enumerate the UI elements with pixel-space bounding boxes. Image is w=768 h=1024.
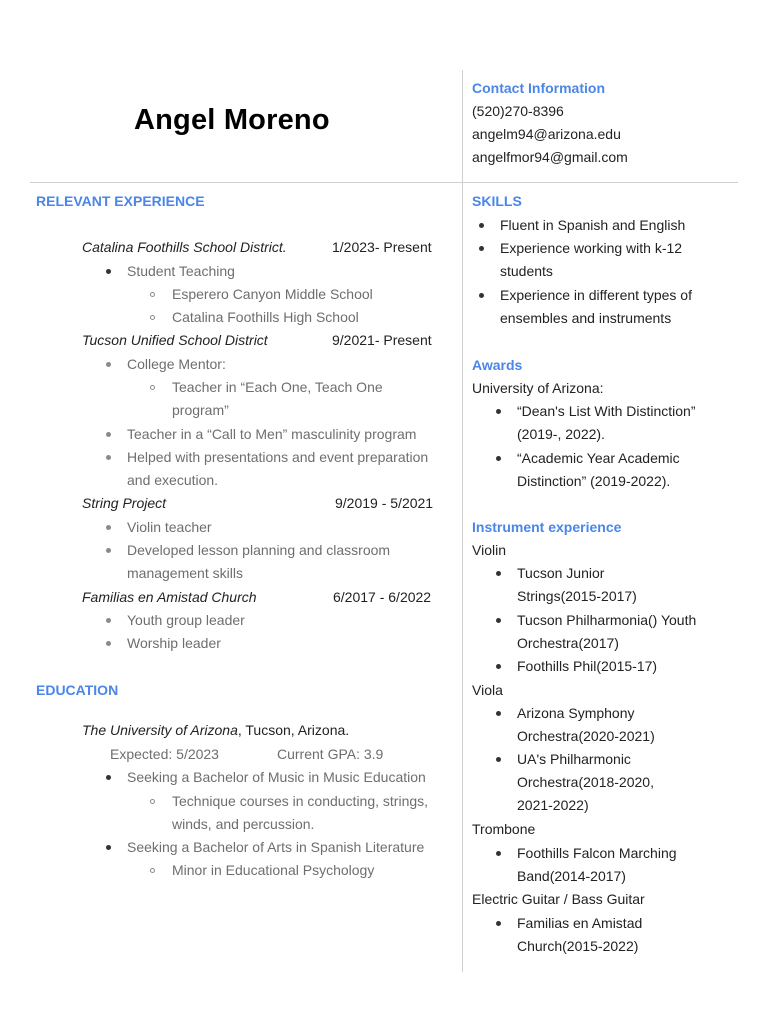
bullet-icon [106, 548, 111, 553]
instrument-name: Trombone [472, 821, 536, 837]
job-item: Violin teacher [127, 519, 212, 535]
circle-bullet-icon [150, 292, 155, 297]
contact-email-university[interactable]: angelm94@arizona.edu [472, 126, 621, 142]
job-dates: 9/2019 - 5/2021 [335, 495, 434, 511]
column-divider [462, 70, 463, 972]
job-item-cont: and execution. [127, 472, 219, 488]
job-item: College Mentor: [127, 356, 226, 372]
award-item-cont: (2019-, 2022). [517, 426, 605, 442]
experience-heading: RELEVANT EXPERIENCE [36, 193, 205, 209]
job-subitem: Catalina Foothills High School [172, 309, 359, 325]
contact-email-personal[interactable]: angelfmor94@gmail.com [472, 149, 628, 165]
education-school-line [82, 719, 349, 742]
instrument-item-cont: Orchestra(2020-2021) [517, 728, 655, 744]
job-org: Catalina Foothills School District. [82, 239, 287, 255]
instrument-item-cont: Orchestra(2018-2020, [517, 774, 654, 790]
bullet-icon [496, 711, 501, 716]
job-item: Student Teaching [127, 263, 235, 279]
resume-name: Angel Moreno [134, 104, 330, 136]
skill-item-cont: ensembles and instruments [500, 310, 672, 326]
instrument-item: Foothills Phil(2015-17) [517, 658, 658, 674]
job-org: Familias en Amistad Church [82, 589, 257, 605]
skill-item: Experience working with k-12 [500, 240, 683, 256]
bullet-icon [496, 851, 501, 856]
job-item: Helped with presentations and event preparation [127, 449, 429, 465]
job-subitem: Esperero Canyon Middle School [172, 286, 373, 302]
bullet-icon [106, 432, 111, 437]
skill-item: Fluent in Spanish and English [500, 217, 686, 233]
degree-subitem: Technique courses in conducting, strings, [172, 793, 429, 809]
circle-bullet-icon [150, 315, 155, 320]
bullet-icon [496, 757, 501, 762]
bullet-icon [479, 246, 484, 251]
instrument-item-cont: Strings(2015-2017) [517, 588, 637, 604]
job-item: Teacher in a “Call to Men” masculinity program [127, 426, 417, 442]
instrument-item-cont: 2021-2022) [517, 797, 589, 813]
education-expected: Expected: 5/2023 [110, 746, 219, 762]
contact-phone[interactable]: (520)270-8396 [472, 103, 564, 119]
awards-org: University of Arizona: [472, 380, 604, 396]
instrument-item: UA's Philharmonic [517, 751, 631, 767]
skill-item-cont: students [500, 263, 553, 279]
bullet-icon [106, 845, 111, 850]
bullet-icon [106, 269, 111, 274]
bullet-icon [479, 223, 484, 228]
bullet-icon [106, 362, 111, 367]
instrument-item-cont: Orchestra(2017) [517, 635, 619, 651]
instruments-heading: Instrument experience [472, 519, 622, 535]
job-subitem-cont: program” [172, 402, 229, 418]
education-heading: EDUCATION [36, 682, 119, 698]
job-dates: 1/2023- Present [332, 239, 432, 255]
awards-heading: Awards [472, 357, 523, 373]
education-school: The University of Arizona [82, 722, 238, 738]
instrument-item: Tucson Junior [517, 565, 605, 581]
instrument-item-cont: Band(2014-2017) [517, 868, 626, 884]
job-org: Tucson Unified School District [82, 332, 268, 348]
bullet-icon [496, 618, 501, 623]
job-subitem: Teacher in “Each One, Teach One [172, 379, 383, 395]
award-item: “Dean's List With Distinction” [517, 403, 696, 419]
education-location: , Tucson, Arizona. [237, 722, 350, 738]
bullet-icon [496, 409, 501, 414]
job-dates: 9/2021- Present [332, 332, 432, 348]
job-dates: 6/2017 - 6/2022 [333, 589, 432, 605]
job-item: Developed lesson planning and classroom [127, 542, 391, 558]
instrument-item: Familias en Amistad [517, 915, 643, 931]
circle-bullet-icon [150, 385, 155, 390]
instrument-name: Electric Guitar / Bass Guitar [472, 891, 645, 907]
instrument-name: Viola [472, 682, 503, 698]
instrument-item-cont: Church(2015-2022) [517, 938, 639, 954]
bullet-icon [106, 775, 111, 780]
award-item: “Academic Year Academic [517, 450, 680, 466]
circle-bullet-icon [150, 868, 155, 873]
award-item-cont: Distinction” (2019-2022). [517, 473, 671, 489]
circle-bullet-icon [150, 799, 155, 804]
degree-item: Seeking a Bachelor of Music in Music Education [127, 769, 426, 785]
bullet-icon [106, 455, 111, 460]
degree-subitem-cont: winds, and percussion. [172, 816, 315, 832]
bullet-icon [496, 664, 501, 669]
job-item-cont: management skills [127, 565, 243, 581]
instrument-item: Arizona Symphony [517, 705, 635, 721]
degree-item: Seeking a Bachelor of Arts in Spanish Literature [127, 839, 425, 855]
bullet-icon [496, 921, 501, 926]
header-divider [30, 182, 738, 183]
degree-subitem: Minor in Educational Psychology [172, 862, 375, 878]
instrument-item: Foothills Falcon Marching [517, 845, 677, 861]
bullet-icon [496, 456, 501, 461]
bullet-icon [496, 571, 501, 576]
instrument-name: Violin [472, 542, 506, 558]
bullet-icon [106, 618, 111, 623]
skills-heading: SKILLS [472, 193, 522, 209]
instrument-item: Tucson Philharmonia() Youth [517, 612, 697, 628]
bullet-icon [106, 641, 111, 646]
job-item: Youth group leader [127, 612, 245, 628]
job-org: String Project [82, 495, 167, 511]
education-gpa: Current GPA: 3.9 [277, 746, 384, 762]
contact-heading: Contact Information [472, 80, 605, 96]
skill-item: Experience in different types of [500, 287, 692, 303]
bullet-icon [479, 293, 484, 298]
job-item: Worship leader [127, 635, 221, 651]
bullet-icon [106, 525, 111, 530]
